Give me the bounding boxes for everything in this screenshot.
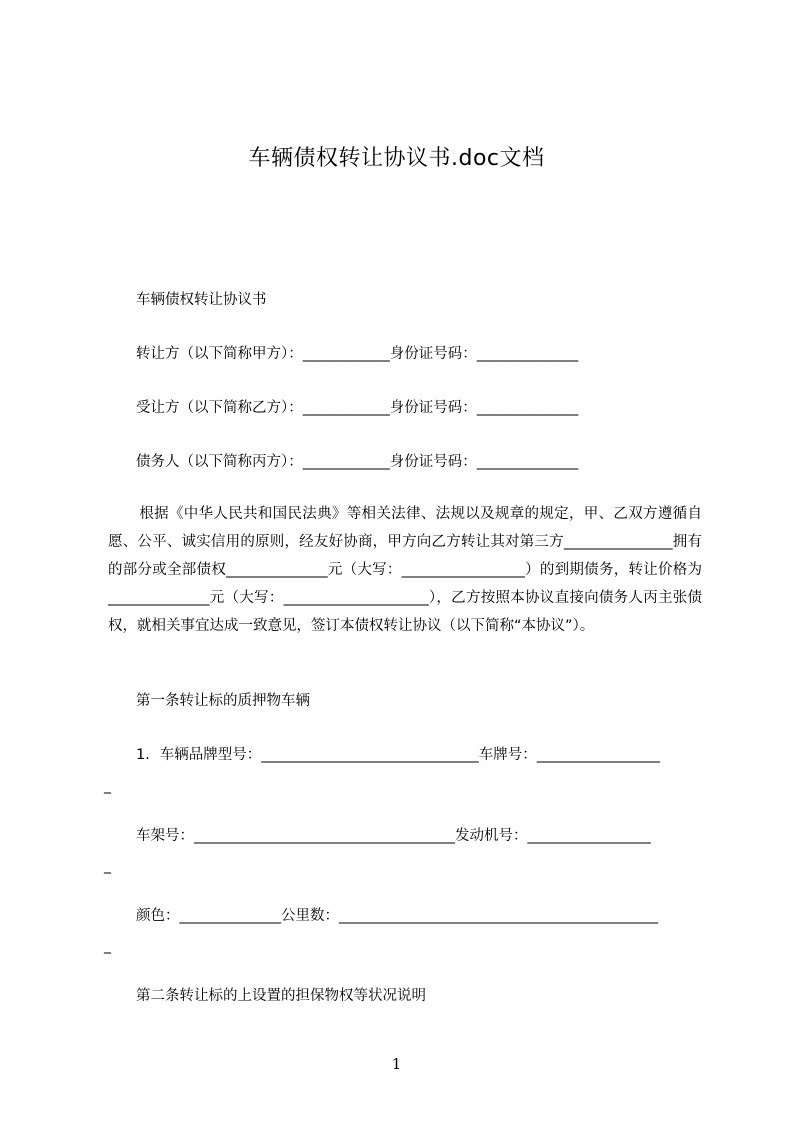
article-1-title: 第一条转让标的质押物车辆 — [136, 693, 310, 709]
page-number: 1 — [391, 1055, 402, 1073]
document-title: 车辆债权转让协议书.doc文档 — [248, 146, 545, 171]
vehicle-model-line: 1．车辆品牌型号：______________________________车牌号：_________________ — [136, 747, 660, 763]
wrap-dash-2: _ — [104, 858, 111, 874]
wrap-dash-3: _ — [104, 938, 111, 954]
agreement-heading: 车辆债权转让协议书 — [136, 292, 267, 308]
wrap-dash-1: _ — [104, 778, 111, 794]
transferee-line: 受让方（以下简称乙方）：____________身份证号码：______________ — [136, 400, 579, 416]
preamble-paragraph — [108, 500, 702, 640]
transferor-line: 转让方（以下简称甲方）：____________身份证号码：______________ — [136, 346, 579, 362]
color-mileage-line: 颜色：______________公里数：____________________________________________ — [136, 908, 658, 924]
preamble-text: 根据《中华人民共和国民法典》等相关法律、法规以及规章的规定，甲、乙双方遵循自愿、公平、诚实信用的原则，经友好协商，甲方向乙方转让其对第三方_______________拥有的部分或全部债权______________元（大写：_________________）的到期债务，转让价格为______________元（大写：____________________），乙方按照本协议直接向债务人丙主张债权，就相关事宜达成一致意见，签订本债权转让协议（以下简称“本协议”）。 — [108, 506, 702, 634]
frame-engine-line: 车架号：____________________________________发动机号：_________________ — [136, 828, 651, 844]
debtor-line: 债务人（以下简称丙方）：____________身份证号码：______________ — [136, 454, 579, 470]
article-2-title: 第二条转让标的上设置的担保物权等状况说明 — [136, 988, 426, 1004]
